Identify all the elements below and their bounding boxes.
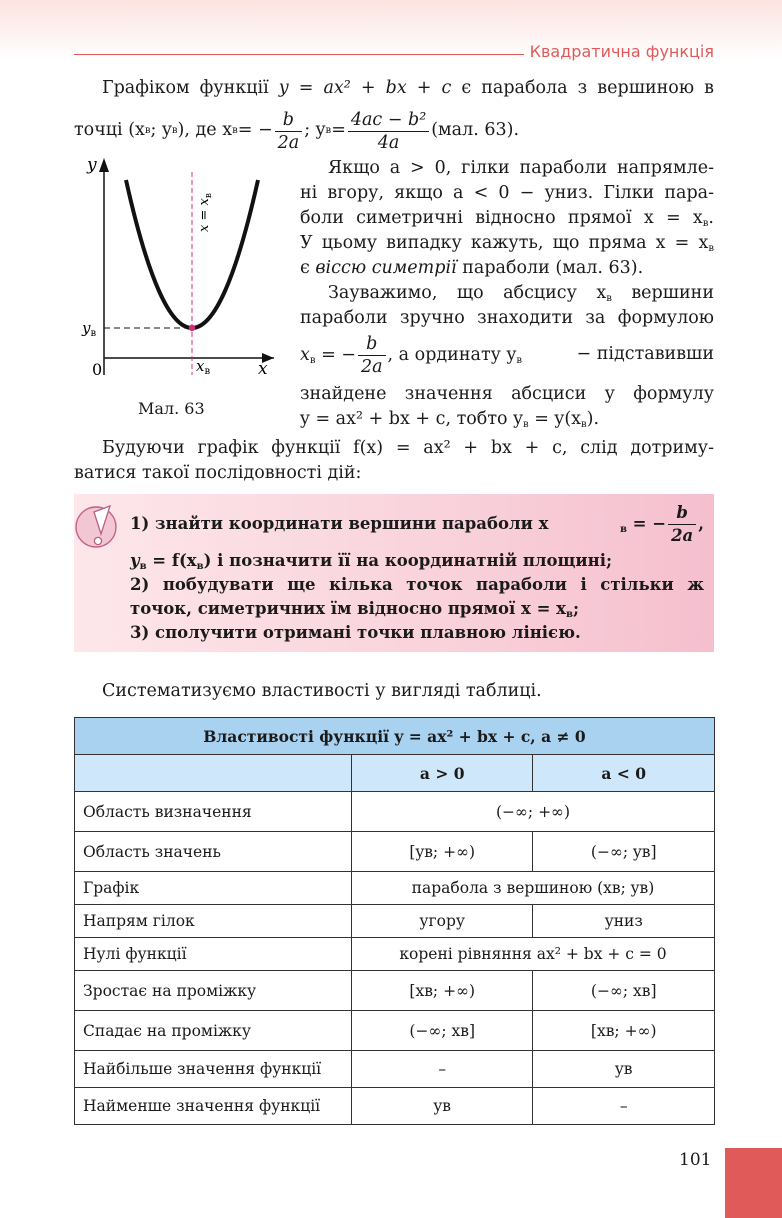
table-row [75, 1088, 715, 1125]
row-label: Напрям гілок [75, 905, 352, 938]
right-text: = − [315, 344, 356, 365]
rule-text: = − [626, 513, 667, 533]
symmetry-axis-text: x = x [197, 198, 212, 232]
var-y: y [130, 551, 140, 570]
fraction-xv [275, 109, 303, 154]
row-label: Спадає на проміжку [75, 1011, 352, 1051]
row-label: Найбільше значення функції [75, 1051, 352, 1088]
intro-text: Графіком функції [102, 78, 279, 98]
rule-step-1 [130, 498, 704, 550]
subscript: в [581, 419, 587, 430]
rule-text: ) і позначити її на координатній площині; [203, 551, 613, 570]
intro-text: ), де x [177, 120, 233, 141]
row-value-neg: yв [533, 1051, 715, 1088]
right-line-9: знайдене значення абсциси у формулу [300, 384, 714, 404]
intro-text: ; y [150, 120, 172, 141]
rule-step-2: 2) побудувати ще кілька точок параболи і стільки ж [130, 575, 704, 594]
right-text: Зауважимо, що абсцису x [328, 283, 607, 303]
right-line-1: Якщо a > 0, гілки параболи напрямле- [328, 158, 714, 178]
row-value-pos: [xв; +∞) [352, 971, 533, 1011]
right-text: − підставивши [576, 344, 714, 365]
rule-step-2b [130, 597, 704, 621]
rule-text: 1) знайти координати вершини параболи x [130, 514, 549, 533]
xv-formula [300, 333, 522, 378]
row-label: Зростає на проміжку [75, 971, 352, 1011]
header-title: Квадратична функція [529, 42, 714, 61]
table-title: Властивості функції y = ax² + bx + c, a ≠ 0 [75, 718, 715, 755]
intro-equation: y = ax² + bx + c [278, 78, 452, 98]
steps-intro-line-1: Будуючи графік функції f(x) = ax² + bx + c, слід дотриму- [102, 438, 714, 458]
subscript: в [565, 609, 573, 620]
table-row [75, 971, 715, 1011]
row-value-pos: yв [352, 1088, 533, 1125]
row-value-neg: (−∞; yв] [533, 832, 715, 872]
rule-text: ; [572, 599, 580, 618]
rule-step-3: 3) сполучити отримані точки плавною лінією. [130, 623, 581, 642]
right-line-4 [300, 231, 714, 257]
xv-label [196, 357, 210, 377]
rule-fraction [668, 502, 696, 547]
rule-text: = f(x [146, 551, 197, 570]
row-value-pos: (−∞; xв] [352, 1011, 533, 1051]
row-label: Графік [75, 872, 352, 905]
row-label: Найменше значення функції [75, 1088, 352, 1125]
rule-text: , [698, 513, 704, 533]
yv-label-sub: в [90, 328, 97, 339]
col-header-pos: a > 0 [352, 755, 533, 792]
row-label: Область значень [75, 832, 352, 872]
fraction-numerator: b [668, 502, 696, 525]
row-label: Нулі функції [75, 938, 352, 971]
right-text: є [300, 258, 316, 278]
xv-label-sub: в [204, 366, 211, 377]
yv-label [81, 319, 96, 339]
rule-xv-formula [620, 502, 704, 547]
right-text: = y(x [528, 409, 582, 429]
table-row [75, 792, 715, 832]
row-value-merged: корені рівняння ax² + bx + c = 0 [352, 938, 715, 971]
table-row [75, 1051, 715, 1088]
table-row [75, 938, 715, 971]
table-row [75, 832, 715, 872]
row-value-pos: – [352, 1051, 533, 1088]
fraction-denominator: 2a [360, 356, 383, 377]
subscript: в [196, 561, 204, 572]
intro-text: ; y [304, 120, 326, 141]
subscript: в [309, 354, 316, 366]
fraction-denominator: 2a [277, 132, 300, 153]
intro-text: = [331, 120, 346, 141]
row-value-neg: – [533, 1088, 715, 1125]
table-row [75, 1011, 715, 1051]
right-line-7: параболи зручно знаходити за формулою [300, 308, 714, 328]
fraction-numerator: b [275, 109, 303, 132]
intro-text: = − [237, 120, 273, 141]
fraction-yv [348, 109, 429, 154]
symmetry-axis-sub: в [204, 193, 214, 199]
y-axis-label: y [87, 155, 97, 175]
row-value-neg: униз [533, 905, 715, 938]
page-corner-tab [725, 1148, 782, 1218]
figure-caption: Мал. 63 [138, 399, 205, 418]
row-label: Область визначення [75, 792, 352, 832]
intro-line-2: точці (x в ; y в ), де x в = − $\frac{b}{2a}$ ; y в = $\frac{\text{4ac − b²}}{4a}$ (мал. 63). [74, 109, 520, 153]
table-row [75, 872, 715, 905]
intro-text: точці (x [74, 120, 145, 141]
rule-step-1b [130, 549, 704, 573]
y-axis-arrow [99, 158, 109, 172]
x-axis-label: x [258, 359, 268, 379]
table-intro: Систематизуємо властивості у вигляді таблиці. [102, 681, 542, 701]
right-text: y = ax² + bx + c, тобто y [300, 409, 523, 429]
table-corner-cell [75, 755, 352, 792]
row-value-merged: парабола з вершиною (xв; yв) [352, 872, 715, 905]
page-number: 101 [679, 1150, 712, 1170]
row-value-neg: (−∞; xв] [533, 971, 715, 1011]
subscript: в [516, 354, 523, 366]
row-value-merged: (−∞; +∞) [352, 792, 715, 832]
fraction-denominator: 2a [671, 525, 694, 545]
origin-label: 0 [92, 360, 103, 379]
header-rule [74, 54, 524, 55]
yv-label-letter: y [82, 319, 91, 337]
right-text: У цьому випадку кажуть, що пряма x = x [300, 233, 709, 253]
fraction-xv-2 [358, 333, 386, 378]
exclamation-icon [74, 500, 124, 554]
right-text: боли симетричні відносно прямої x = x [300, 208, 703, 228]
xv-label-letter: x [196, 357, 205, 375]
term-axis-of-symmetry: віссю симетрії [315, 258, 457, 278]
parabola-graph [70, 150, 290, 390]
symmetry-axis-label [197, 193, 214, 232]
right-text: , а ординату y [387, 344, 517, 365]
fraction-numerator: 4ac − b² [348, 109, 429, 132]
subscript: в [606, 293, 612, 304]
fraction-numerator: b [358, 333, 386, 356]
subscript: в [523, 419, 529, 430]
right-line-6 [300, 281, 714, 307]
right-text: ). [586, 409, 600, 429]
right-line-10 [300, 407, 714, 433]
steps-intro-line-2: ватися такої послідовності дій: [74, 463, 362, 483]
right-text: параболи (мал. 63). [456, 258, 644, 278]
vertex-point [189, 325, 195, 331]
right-line-8 [300, 330, 714, 380]
right-text: вершини [611, 283, 714, 303]
properties-table [74, 717, 715, 1125]
subscript: в [708, 243, 714, 254]
col-header-neg: a < 0 [533, 755, 715, 792]
intro-text: (мал. 63). [431, 120, 520, 141]
rule-text: точок, симетричних їм відносно прямої x = x [130, 599, 566, 618]
row-value-neg: [xв; +∞) [533, 1011, 715, 1051]
right-line-3: боли симетричні відносно прямої $x = x_в$. [300, 208, 714, 229]
intro-line-1 [74, 76, 714, 102]
right-line-5 [300, 256, 714, 282]
fraction-denominator: 4a [377, 132, 400, 153]
intro-text: є парабола з вершиною в [451, 78, 714, 98]
table-row [75, 905, 715, 938]
var-x: x [300, 344, 310, 365]
subscript: в [139, 561, 147, 572]
subscript: в [702, 218, 709, 229]
row-value-pos: [yв; +∞) [352, 832, 533, 872]
row-value-pos: угору [352, 905, 533, 938]
right-line-2: ні вгору, якщо a < 0 − униз. Гілки пара- [300, 183, 714, 203]
subscript: в [619, 523, 627, 535]
